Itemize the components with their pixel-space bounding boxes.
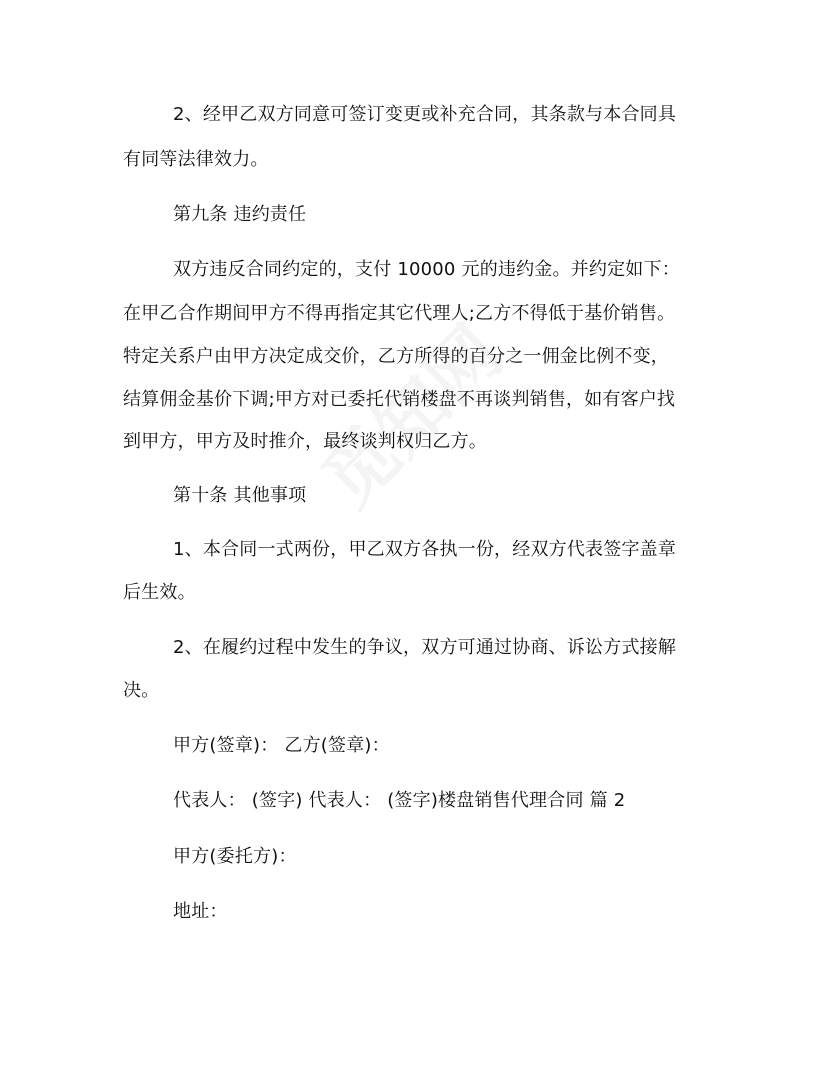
watermark xyxy=(295,299,521,525)
article-9-line-2: 在甲乙合作期间甲方不得再指定其它代理人;乙方不得低于基价销售。 xyxy=(123,303,676,324)
article-9-line-4: 结算佣金基价下调;甲方对已委托代销楼盘不再谈判销售，如有客户找 xyxy=(123,389,676,410)
address-line: 地址： xyxy=(173,901,228,922)
article-10-clause-1-line-1: 1、本合同一式两份，甲乙双方各执一份，经双方代表签字盖章 xyxy=(173,539,677,560)
article-9-line-1: 双方违反合同约定的，支付 10000 元的违约金。并约定如下： xyxy=(173,259,680,280)
article-10-heading: 第十条 其他事项 xyxy=(173,485,307,506)
article-9-line-3: 特定关系户由甲方决定成交价，乙方所得的百分之一佣金比例不变， xyxy=(123,346,669,367)
article-9-line-5: 到甲方，甲方及时推介，最终谈判权归乙方。 xyxy=(123,431,487,452)
party-a-client-line: 甲方(委托方)： xyxy=(173,846,297,867)
clause-2-line-1: 2、经甲乙双方同意可签订变更或补充合同，其条款与本合同具 xyxy=(173,104,677,125)
article-10-clause-2-line-1: 2、在履约过程中发生的争议，双方可通过协商、诉讼方式接解 xyxy=(173,637,677,658)
signature-seal-line: 甲方(签章)： 乙方(签章)： xyxy=(173,735,390,756)
representative-line: 代表人： (签字) 代表人： (签字)楼盘销售代理合同 篇 2 xyxy=(173,790,626,811)
article-10-clause-1-line-2: 后生效。 xyxy=(123,582,196,603)
clause-2-line-2: 有同等法律效力。 xyxy=(123,149,269,170)
article-9-heading: 第九条 违约责任 xyxy=(173,204,307,225)
article-10-clause-2-line-2: 决。 xyxy=(123,680,160,701)
